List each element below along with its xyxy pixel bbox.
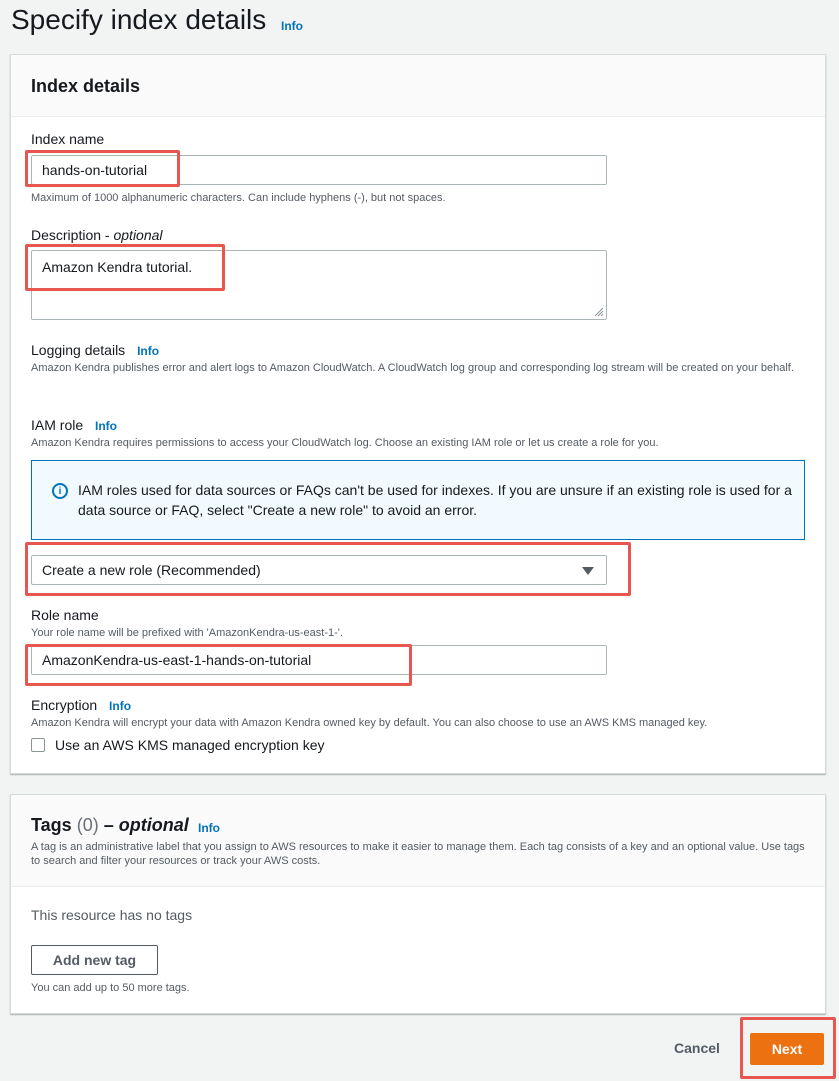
resize-handle-icon[interactable] xyxy=(594,307,604,317)
encryption-label-text: Encryption xyxy=(31,697,98,713)
role-name-highlight xyxy=(25,644,412,686)
encryption-label xyxy=(31,697,131,713)
tags-optional: optional xyxy=(118,815,189,835)
tags-limit-text: You can add up to 50 more tags. xyxy=(31,982,190,994)
tags-heading: Tags (0) – optional xyxy=(31,815,189,835)
tags-header xyxy=(11,795,825,887)
logging-hint: Amazon Kendra publishes error and alert logs to Amazon CloudWatch. A CloudWatch log group and corresponding log stream will be created on your behalf. xyxy=(31,362,794,374)
logging-label-text: Logging details xyxy=(31,342,126,358)
description-value: Amazon Kendra tutorial. xyxy=(42,259,193,275)
description-label: Description - optional xyxy=(31,227,163,243)
role-name-label: Role name xyxy=(31,607,99,623)
index-name-highlight xyxy=(25,150,180,187)
tags-count: (0) xyxy=(76,815,99,835)
kms-key-checkbox[interactable] xyxy=(31,738,45,752)
index-name-hint: Maximum of 1000 alphanumeric characters. Can include hyphens (-), but not spaces. xyxy=(31,192,446,204)
index-details-heading: Index details xyxy=(31,76,141,96)
cancel-button[interactable]: Cancel xyxy=(674,1040,720,1056)
next-highlight xyxy=(740,1017,836,1079)
page-info-link[interactable]: Info xyxy=(281,19,303,33)
iam-role-hint: Amazon Kendra requires permissions to access your CloudWatch log. Choose an existing IAM role or let us create a role for you. xyxy=(31,437,659,449)
index-name-label: Index name xyxy=(31,131,105,147)
kms-key-checkbox-label[interactable]: Use an AWS KMS managed encryption key xyxy=(55,737,325,753)
tags-info-link[interactable]: Info xyxy=(198,821,220,835)
iam-role-alert-text: IAM roles used for data sources or FAQs can't be used for indexes. If you are unsure if an existing role is used for a data source or FAQ, select "Create a new role" to avoid an error. xyxy=(78,482,792,518)
tags-panel xyxy=(10,794,826,1014)
index-details-header xyxy=(11,55,825,117)
index-details-panel xyxy=(10,54,826,774)
iam-role-info-link[interactable]: Info xyxy=(95,419,118,433)
logging-label xyxy=(31,342,159,358)
iam-role-alert xyxy=(31,460,805,540)
iam-role-label xyxy=(31,417,117,433)
index-name-value: hands-on-tutorial xyxy=(42,162,148,178)
description-label-text: Description xyxy=(31,227,102,243)
add-new-tag-button[interactable]: Add new tag xyxy=(31,945,158,975)
role-name-value: AmazonKendra-us-east-1-hands-on-tutorial xyxy=(42,652,312,668)
info-circle-icon: i xyxy=(52,483,68,499)
page-title: Specify index details xyxy=(11,4,267,35)
tags-hint: A tag is an administrative label that you assign to AWS resources to make it easier to manage them. Each tag consists of a key and an optional value. Use tags to search and filter your resources or track your AWS costs. xyxy=(31,841,805,867)
encryption-hint: Amazon Kendra will encrypt your data with Amazon Kendra owned key by default. You can also choose to use an AWS KMS managed key. xyxy=(31,717,708,729)
tags-heading-text: Tags xyxy=(31,815,72,835)
tags-empty-text: This resource has no tags xyxy=(31,907,193,923)
role-name-hint: Your role name will be prefixed with 'AmazonKendra-us-east-1-'. xyxy=(31,627,343,639)
encryption-info-link[interactable]: Info xyxy=(109,699,132,713)
iam-role-highlight xyxy=(25,542,631,596)
description-optional: optional xyxy=(113,227,163,243)
description-highlight xyxy=(25,244,225,291)
logging-info-link[interactable]: Info xyxy=(137,344,160,358)
iam-role-label-text: IAM role xyxy=(31,417,84,433)
next-button[interactable]: Next xyxy=(750,1033,824,1065)
iam-role-selected-value: Create a new role (Recommended) xyxy=(42,562,261,578)
